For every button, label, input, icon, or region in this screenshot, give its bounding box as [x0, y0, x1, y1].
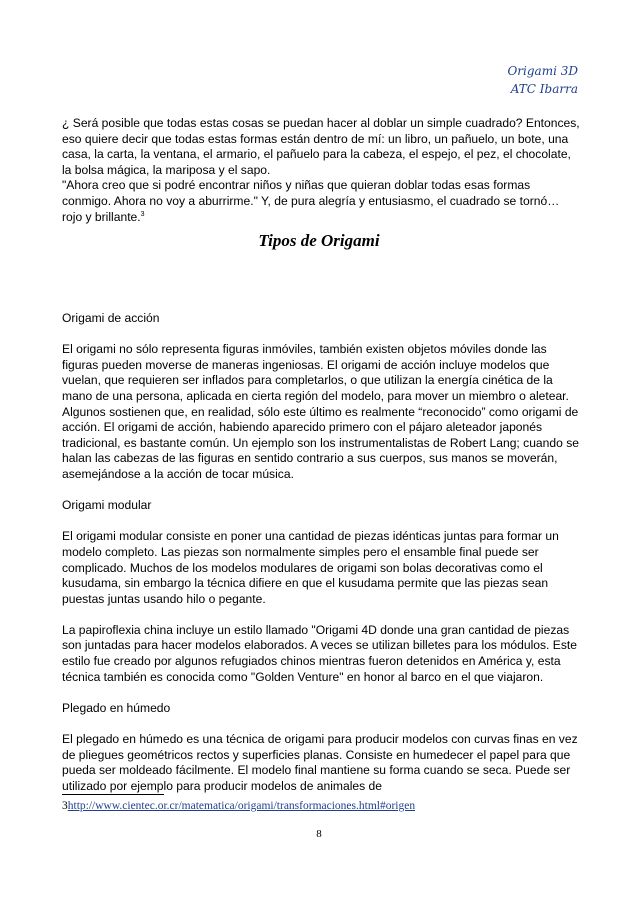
- section-heading: Tipos de Origami: [258, 231, 380, 250]
- modular-title: Origami modular: [62, 498, 152, 513]
- footnote-divider: [62, 794, 164, 795]
- main-text: [62, 311, 580, 794]
- intro-paragraph-1: ¿ Será posible que todas estas cosas se puedan hacer al doblar un simple cuadrado? Entonces, eso quiere decir que todas estas formas están dentro de mí: un libro, un pañuelo, un bote, una casa, la carta, la ventana, el armario, el pañuelo para la cabeza, el espejo, el pez, el chocolate, la bolsa mágica, la mariposa y el sapo.: [62, 116, 580, 177]
- modular-paragraph-2: La papiroflexia china incluye un estilo llamado "Origami 4D donde una gran cantidad de piezas son juntadas para hacer modelos elaborados. A veces se utilizan billetes para los módulos. Este estilo fue creado por algunos refugiados chinos mientras fueron detenidos en América y, esta técnica también es conocida como "Golden Venture" en honor al barco en el que viajaron.: [62, 622, 577, 684]
- footnote-link[interactable]: http://www.cientec.or.cr/matematica/origami/transformaciones.html#origen: [67, 800, 416, 812]
- header-title: Origami 3D: [507, 64, 578, 78]
- footnote-reference: 3: [140, 210, 145, 218]
- humedo-title: Plegado en húmedo: [62, 700, 171, 715]
- footnote: [62, 800, 415, 812]
- accion-paragraph: El origami no sólo representa figuras inmóviles, también existen objetos móviles donde las figuras pueden moverse de maneras ingeniosas. El origami de acción incluye modelos que vuelan, que requieren ser inflados para completarlos, o que utilizan la energía cinética de la mano de una persona, aplicada en cierta región del modelo, para mover un miembro o aletear. Algunos sostienen que, en realidad, sólo este último es realmente “reconocido” como origami de acción. El origami de acción, habiendo aparecido primero con el pájaro aleteador japonés tradicional, es bastante común. Un ejemplo son los instrumentalistas de Robert Lang; cuando se halan las cabezas de las figuras en sentido contrario a sus cuerpos, sus manos se moverán, asemejándose a la acción de tocar música.: [62, 342, 579, 481]
- accion-title: Origami de acción: [62, 311, 160, 325]
- humedo-paragraph: El plegado en húmedo es una técnica de origami para producir modelos con curvas finas en vez de pliegues geométricos rectos y superficies planas. Consiste en humedecer el papel para que pueda ser moldeado fácilmente. El modelo final mantiene su forma cuando se seca. Puede ser utilizado por ejemplo para producir modelos de animales de: [62, 732, 578, 793]
- intro-paragraph-2-text: "Ahora creo que si podré encontrar niños y niñas que quieran doblar todas esas formas conmigo. Ahora no voy a aburrirme." Y, de pura alegría y entusiasmo, el cuadrado se tornó… rojo y brillante.: [62, 178, 560, 224]
- page-number: 8: [316, 828, 322, 840]
- intro-paragraph-2: [62, 178, 580, 225]
- footnote-number: 3: [62, 800, 68, 812]
- page-header: [507, 62, 578, 98]
- modular-paragraph-1: El origami modular consiste en poner una cantidad de piezas idénticas juntas para formar un modelo completo. Las piezas son normalmente simples pero el ensamble final puede ser complicado. Muchos de los modelos modulares de origami son bolas decorativas como el kusudama, sin embargo la técnica difiere en que el kusudama permite que las piezas sean puestas juntas usando hilo o pegante.: [62, 529, 559, 606]
- intro-text: [62, 116, 580, 225]
- header-subtitle: ATC Ibarra: [510, 82, 578, 96]
